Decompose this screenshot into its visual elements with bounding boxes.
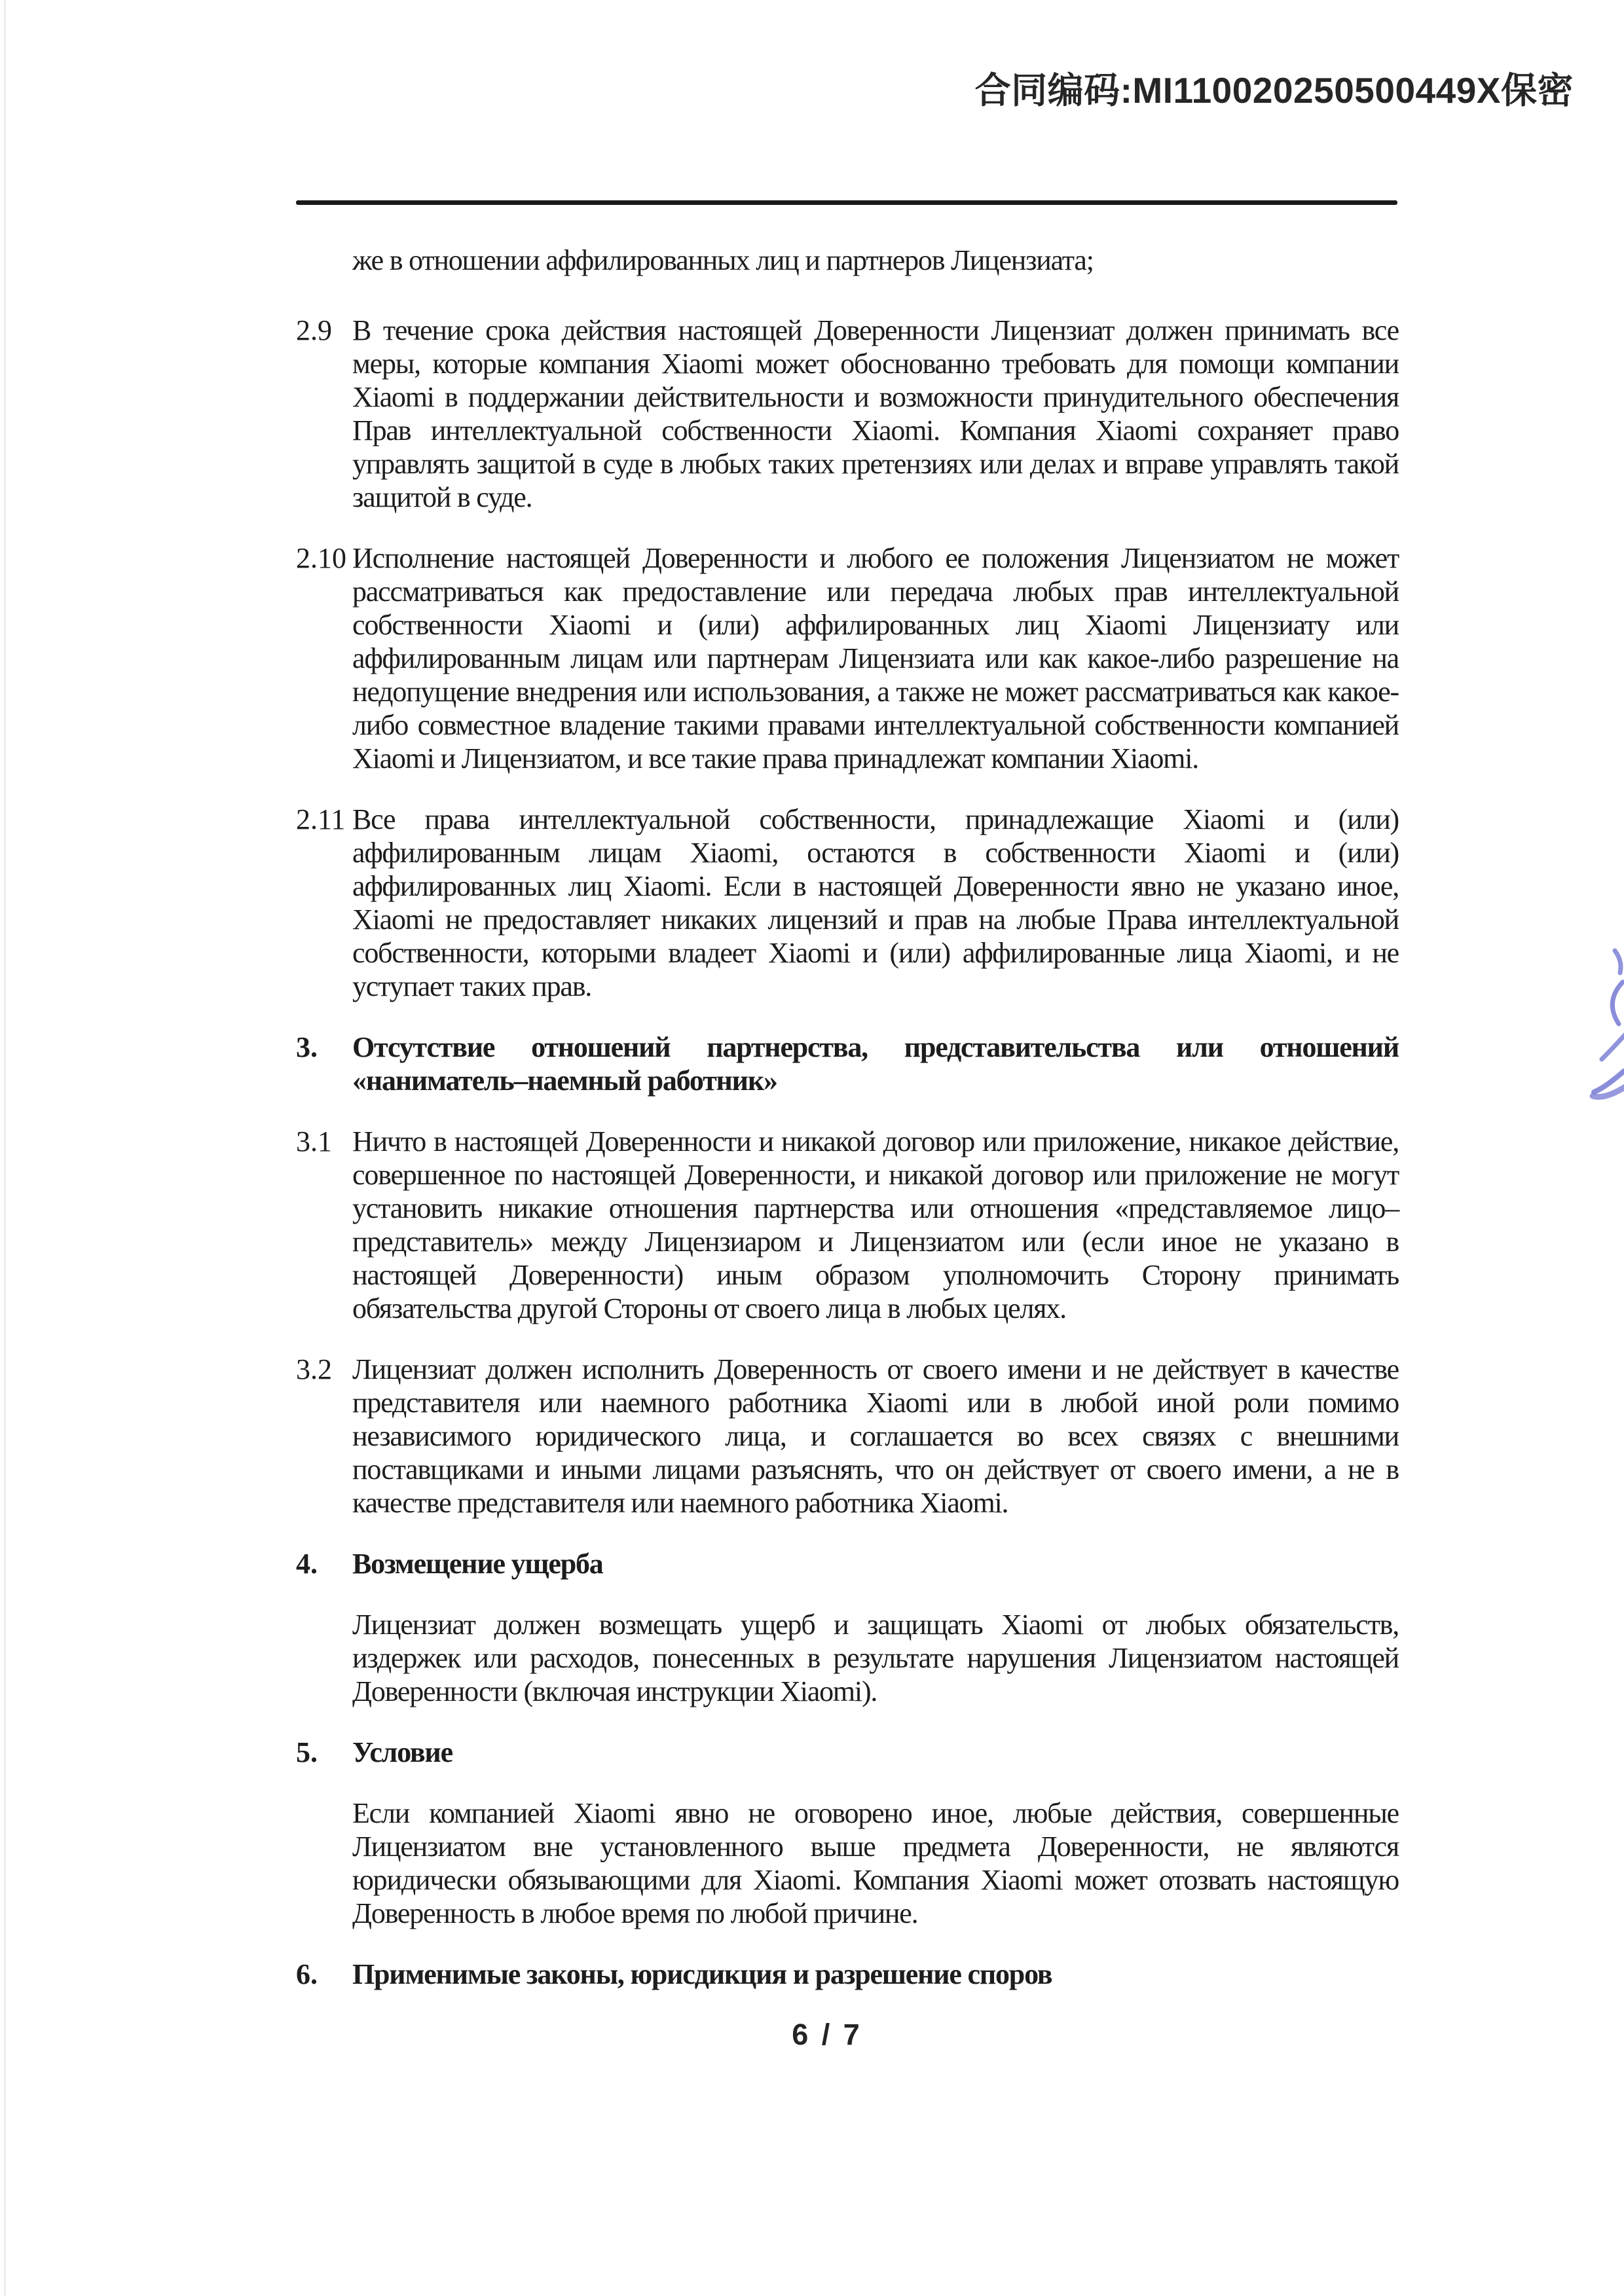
- pen-marks-artifact: [1577, 935, 1624, 1151]
- heading-text: Отсутствие отношений партнерства, представительства или отношений «наниматель–наемный работник»: [352, 1031, 1399, 1097]
- paragraph-continuation: же в отношении аффилированных лиц и партнеров Лицензиата;: [352, 244, 1094, 276]
- page-number: 6 / 7: [792, 2018, 862, 2051]
- paragraph-5-body: [296, 1796, 1399, 1930]
- section-number: 4.: [296, 1548, 318, 1580]
- section-text: Все права интеллектуальной собственности, принадлежащие Xiaomi и (или) аффилированным лицам Xiaomi, остаются в собственности Xiaomi и (или) аффилированных лиц Xiaomi. Если в настоящей Доверенности явно не указано иное, Xiaomi не предоставляет никаких лицензий и прав на любые Права интеллектуальной собственности, которыми владеет Xiaomi и (или) аффилированные лица Xiaomi, и не уступает таких прав.: [352, 803, 1399, 1002]
- contract-code-text: 合同编码:MI110020250500449X保密: [974, 70, 1574, 111]
- pen-stroke: [1602, 1034, 1624, 1059]
- section-number: 5.: [296, 1736, 318, 1768]
- section-number: 6.: [296, 1958, 318, 1990]
- paragraph-4-body: [296, 1608, 1399, 1708]
- section-number: 3.2: [296, 1353, 332, 1385]
- section-number: 2.11: [296, 803, 346, 835]
- section-3-2: [296, 1353, 1399, 1520]
- pen-stroke: [1615, 951, 1621, 973]
- pen-stroke: [1612, 982, 1623, 1024]
- heading-text: Применимые законы, юрисдикция и разрешение споров: [352, 1958, 1052, 1990]
- scan-edge-artifact: [4, 0, 6, 2296]
- heading-text: Условие: [352, 1736, 452, 1768]
- heading-3: [296, 1030, 1399, 1097]
- header-divider-line: [296, 200, 1397, 205]
- section-2-9: [296, 314, 1399, 514]
- section-2-10: [296, 541, 1399, 775]
- section-number: 2.9: [296, 314, 332, 346]
- section-text: Исполнение настоящей Доверенности и любого ее положения Лицензиатом не может рассматриваться как предоставление или передача любых прав интеллектуальной собственности Xiaomi и (или) аффилированных лиц Xiaomi Лицензиату или аффилированным лицам или партнерам Лицензиата или как какое-либо разрешение на недопущение внедрения или использования, а также не может рассматриваться как какое-либо совместное владение такими правами интеллектуальной собственности компанией Xiaomi и Лицензиатом, и все такие права принадлежат компании Xiaomi.: [352, 542, 1399, 774]
- heading-4: [296, 1547, 1399, 1580]
- document-body: [296, 244, 1399, 2018]
- section-3-1: [296, 1125, 1399, 1325]
- section-number: 3.: [296, 1031, 318, 1063]
- section-text: Если компанией Xiaomi явно не оговорено иное, любые действия, совершенные Лицензиатом вне установленного выше предмета Доверенности, не являются юридически обязывающими для Xiaomi. Компания Xiaomi может отозвать настоящую Доверенность в любое время по любой причине.: [352, 1797, 1399, 1929]
- section-text: Лицензиат должен исполнить Доверенность от своего имени и не действует в качестве представителя или наемного работника Xiaomi или в любой иной роли помимо независимого юридического лица, и соглашается во всех связях с внешними поставщиками и иными лицами разъяснять, что он действует от своего имени, а не в качестве представителя или наемного работника Xiaomi.: [352, 1353, 1399, 1519]
- section-text: В течение срока действия настоящей Доверенности Лицензиат должен принимать все меры, которые компания Xiaomi может обоснованно требовать для помощи компании Xiaomi в поддержании действительности и возможности принудительного обеспечения Прав интеллектуальной собственности Xiaomi. Компания Xiaomi сохраняет право управлять защитой в суде в любых таких претензиях или делах и вправе управлять такой защитой в суде.: [352, 314, 1399, 513]
- section-number: 3.1: [296, 1125, 332, 1157]
- section-text: Ничто в настоящей Доверенности и никакой договор или приложение, никакое действие, совершенное по настоящей Доверенности, и никакой договор или приложение не могут установить никакие отношения партнерства или отношения «представляемое лицо–представитель» между Лицензиаром и Лицензиатом или (если иное не указано в настоящей Доверенности) иным образом уполномочить Сторону принимать обязательства другой Стороны от своего лица в любых целях.: [352, 1125, 1399, 1324]
- heading-text: Возмещение ущерба: [352, 1548, 603, 1580]
- heading-6: [296, 1958, 1399, 1991]
- section-number: 2.10: [296, 542, 346, 574]
- section-2-11: [296, 803, 1399, 1003]
- heading-5: [296, 1736, 1399, 1769]
- contract-code-header: [0, 62, 1574, 113]
- section-text: Лицензиат должен возмещать ущерб и защищать Xiaomi от любых обязательств, издержек или расходов, понесенных в результате нарушения Лицензиатом настоящей Доверенности (включая инструкции Xiaomi).: [352, 1609, 1399, 1707]
